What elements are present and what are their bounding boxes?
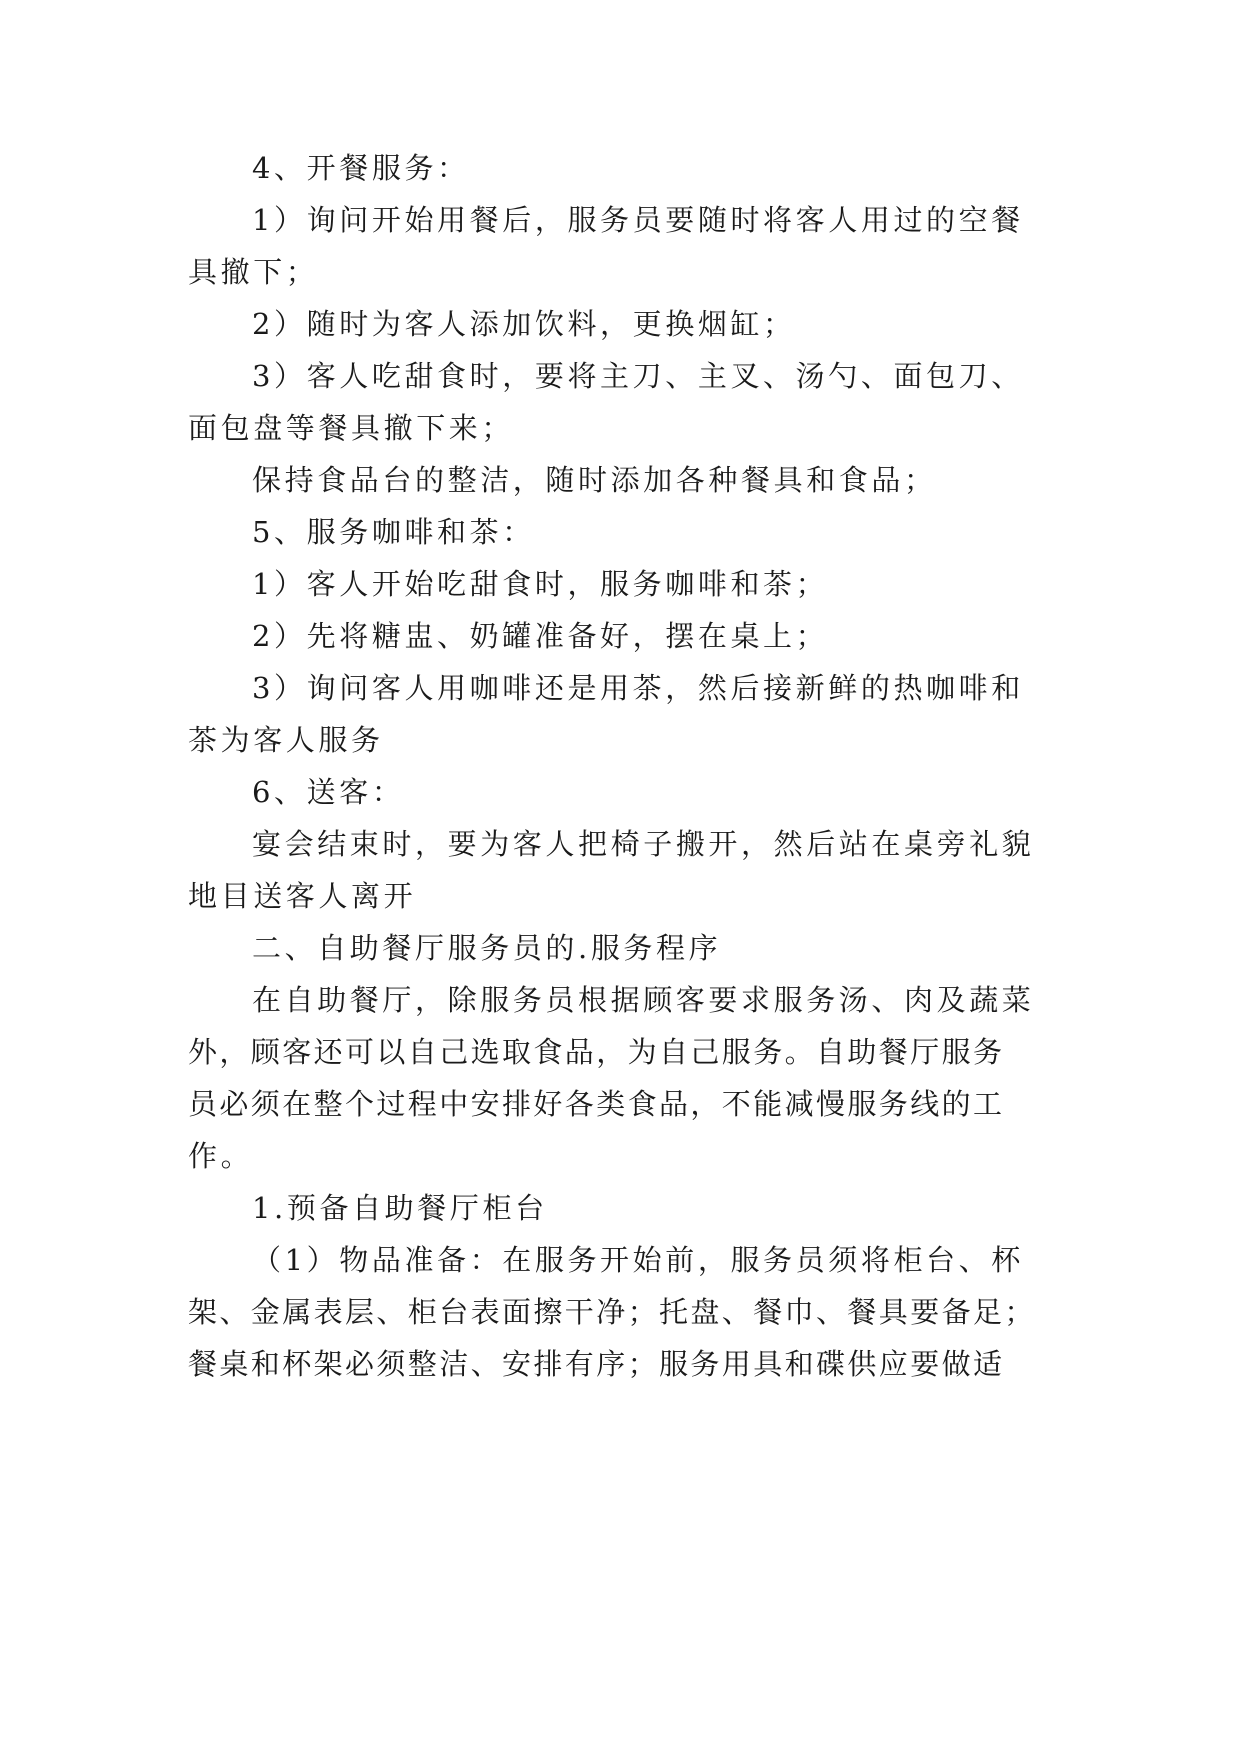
paragraph-line: 宴会结束时，要为客人把椅子搬开，然后站在桌旁礼貌 (252, 827, 1035, 861)
paragraph-line: 在自助餐厅，除服务员根据顾客要求服务汤、肉及蔬菜 (252, 983, 1035, 1017)
section-heading-coffee-tea: 5、服务咖啡和茶： (252, 515, 535, 549)
paragraph-line: 面包盘等餐具撤下来； (188, 411, 515, 445)
paragraph-line: 外，顾客还可以自己选取食品，为自己服务。自助餐厅服务 (188, 1035, 1005, 1069)
paragraph-line: 3）客人吃甜食时，要将主刀、主叉、汤勺、面包刀、 (252, 359, 1024, 393)
section-heading-buffet: 二、自助餐厅服务员的.服务程序 (252, 931, 722, 965)
paragraph-line: （1）物品准备：在服务开始前，服务员须将柜台、杯 (252, 1243, 1024, 1277)
paragraph-line: 架、金属表层、柜台表面擦干净；托盘、餐巾、餐具要备足； (188, 1295, 1036, 1329)
paragraph-line: 具撤下； (188, 255, 319, 289)
paragraph-line: 作。 (188, 1139, 254, 1173)
paragraph-line: 保持食品台的整洁，随时添加各种餐具和食品； (252, 463, 937, 497)
paragraph-line: 地目送客人离开 (188, 879, 417, 913)
paragraph-line: 2）随时为客人添加饮料，更换烟缸； (252, 307, 796, 341)
paragraph-line: 3）询问客人用咖啡还是用茶，然后接新鲜的热咖啡和 (252, 671, 1024, 705)
paragraph-line: 员必须在整个过程中安排好各类食品，不能减慢服务线的工 (188, 1087, 1005, 1121)
subsection-heading-buffet-counter: 1.预备自助餐厅柜台 (252, 1191, 548, 1225)
paragraph-line: 1）客人开始吃甜食时，服务咖啡和茶； (252, 567, 829, 601)
paragraph-line: 餐桌和杯架必须整洁、安排有序；服务用具和碟供应要做适 (188, 1347, 1005, 1381)
paragraph-line: 2）先将糖盅、奶罐准备好，摆在桌上； (252, 619, 829, 653)
paragraph-line: 1）询问开始用餐后，服务员要随时将客人用过的空餐 (252, 203, 1024, 237)
section-heading-opening-service: 4、开餐服务： (252, 151, 470, 185)
section-heading-farewell: 6、送客： (252, 775, 405, 809)
paragraph-line: 茶为客人服务 (188, 723, 384, 757)
